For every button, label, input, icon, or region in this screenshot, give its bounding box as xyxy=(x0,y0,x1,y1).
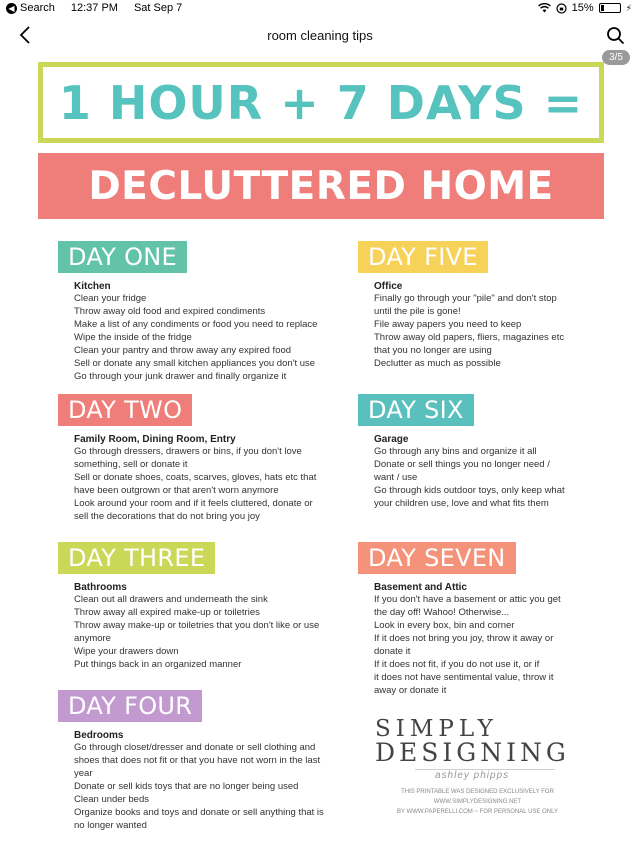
day-two xyxy=(58,394,316,523)
back-to-app[interactable] xyxy=(6,2,55,14)
list-item: Go through your junk drawer and finally organize it xyxy=(74,371,287,382)
list-item: Go through closet/dresser and donate or sell clothing and xyxy=(74,742,316,753)
list-item: something, sell or donate it xyxy=(74,459,188,470)
day-six xyxy=(358,394,565,510)
status-left xyxy=(6,2,182,14)
list-item: Donate or sell things you no longer need / xyxy=(374,459,550,470)
brand-simply: SIMPLY xyxy=(375,716,498,742)
list-item: Sell or donate any small kitchen appliances you don't use xyxy=(74,358,316,369)
day-three-heading: Bathrooms xyxy=(74,582,127,593)
list-item: it does not have sentimental value, throw it xyxy=(374,672,554,683)
day-five xyxy=(358,241,564,370)
list-item: Look around your room and if it feels cluttered, donate or xyxy=(74,498,313,509)
list-item: Declutter as much as possible xyxy=(374,358,501,369)
list-item: Wipe your drawers down xyxy=(74,646,179,657)
list-item: Go through dressers, drawers or bins, if you don't love xyxy=(74,446,302,457)
list-item: Clean out all drawers and underneath the sink xyxy=(74,594,268,605)
day-four-list xyxy=(74,741,324,832)
list-item: Go through any bins and organize it all xyxy=(374,446,537,457)
day-four-heading: Bedrooms xyxy=(74,730,124,741)
day-two-heading: Family Room, Dining Room, Entry xyxy=(74,434,236,445)
brand-signature: ashley phipps xyxy=(435,770,510,781)
page-counter: 3/5 xyxy=(602,50,630,65)
day-four xyxy=(58,690,324,832)
search-icon xyxy=(606,26,625,45)
brand-fine-print-3: BY WWW.PAPERELLI.COM ~ FOR PERSONAL USE ONLY xyxy=(397,809,558,815)
headline-box xyxy=(38,62,604,143)
list-item: Throw away old papers, fliers, magazines etc xyxy=(374,332,565,343)
back-to-app-label: Search xyxy=(20,2,55,14)
pin-image[interactable] xyxy=(0,54,640,853)
day-one xyxy=(58,241,317,383)
list-item: shoes that does not fit or that you have not worn in the last xyxy=(74,755,321,766)
brand-fine-print-1: THIS PRINTABLE WAS DESIGNED EXCLUSIVELY FOR xyxy=(401,789,554,795)
day-six-heading: Garage xyxy=(374,434,409,445)
wifi-icon xyxy=(538,3,551,13)
list-item: until the pile is gone! xyxy=(374,306,461,317)
brand-fine-print-2: WWW.SIMPLYDESIGNING.NET xyxy=(433,799,522,805)
list-item: year xyxy=(74,768,93,779)
status-right xyxy=(538,2,632,14)
day-six-list xyxy=(374,445,565,510)
day-seven-label: DAY SEVEN xyxy=(358,542,516,574)
day-two-list xyxy=(74,445,316,523)
list-item: File away papers you need to keep xyxy=(374,319,522,330)
battery-percent: 15% xyxy=(571,2,594,14)
day-five-heading: Office xyxy=(374,281,403,292)
list-item: no longer wanted xyxy=(74,820,147,831)
list-item: the day off! Wahoo! Otherwise... xyxy=(374,607,510,618)
list-item: away or donate it xyxy=(374,685,447,696)
day-one-list xyxy=(74,292,317,383)
day-six-label: DAY SIX xyxy=(358,394,474,426)
list-item: Put things back in an organized manner xyxy=(74,659,242,670)
brand-logo xyxy=(375,716,595,817)
list-item: Throw away old food and expired condiments xyxy=(74,306,266,317)
list-item: If it does not bring you joy, throw it away or xyxy=(374,633,554,644)
status-time: 12:37 PM xyxy=(70,2,118,14)
list-item: Wipe the inside of the fridge xyxy=(74,332,192,343)
banner-text: DECLUTTERED HOME xyxy=(88,163,554,209)
day-seven-list xyxy=(374,593,561,697)
list-item: Look in every box, bin and corner xyxy=(374,620,515,631)
day-five-label: DAY FIVE xyxy=(358,241,488,273)
list-item: Make a list of any condiments or food you need to replace xyxy=(74,319,318,330)
nav-bar xyxy=(0,18,640,54)
list-item: Go through kids outdoor toys, only keep what xyxy=(374,485,565,496)
search-button[interactable] xyxy=(602,22,628,48)
list-item: Organize books and toys and donate or sell anything that is xyxy=(74,807,324,818)
list-item: Donate or sell kids toys that are no longer being used xyxy=(74,781,299,792)
list-item: donate it xyxy=(374,646,411,657)
headline: 1 HOUR + 7 DAYS = xyxy=(58,75,584,130)
list-item: that you no longer are using xyxy=(374,345,492,356)
list-item: Throw away make-up or toiletries that you don't like or use xyxy=(74,620,320,631)
day-one-heading: Kitchen xyxy=(74,281,111,292)
day-seven-heading: Basement and Attic xyxy=(374,582,467,593)
day-five-list xyxy=(374,292,564,370)
day-one-label: DAY ONE xyxy=(58,241,187,273)
day-three xyxy=(58,542,319,671)
banner xyxy=(38,153,604,219)
list-item: Sell or donate shoes, coats, scarves, gloves, hats etc that xyxy=(74,472,317,483)
brand-designing: DESIGNING xyxy=(375,738,570,767)
day-three-label: DAY THREE xyxy=(58,542,215,574)
list-item: your children use, love and what fits them xyxy=(374,498,549,509)
list-item: Clean your pantry and throw away any expired food xyxy=(74,345,292,356)
status-date: Sat Sep 7 xyxy=(133,2,183,14)
list-item: anymore xyxy=(74,633,111,644)
list-item: If you don't have a basement or attic you get xyxy=(374,594,561,605)
status-bar xyxy=(0,0,640,18)
battery-icon xyxy=(599,3,621,13)
day-two-label: DAY TWO xyxy=(58,394,192,426)
orientation-lock-icon xyxy=(556,3,567,14)
charging-icon: ⚡ xyxy=(625,2,632,13)
back-to-app-icon: ◀ xyxy=(6,3,17,14)
page-title: room cleaning tips xyxy=(267,28,373,43)
list-item: If it does not fit, if you do not use it, or if xyxy=(374,659,540,670)
list-item: want / use xyxy=(374,472,418,483)
day-seven xyxy=(358,542,561,697)
day-three-list xyxy=(74,593,319,671)
list-item: sell the decorations that do not bring you joy xyxy=(74,511,260,522)
list-item: Clean under beds xyxy=(74,794,149,805)
day-four-label: DAY FOUR xyxy=(58,690,202,722)
list-item: have been outgrown or that aren't worn anymore xyxy=(74,485,279,496)
list-item: Clean your fridge xyxy=(74,293,147,304)
list-item: Throw away all expired make-up or toiletries xyxy=(74,607,260,618)
list-item: Finally go through your "pile" and don't stop xyxy=(374,293,557,304)
